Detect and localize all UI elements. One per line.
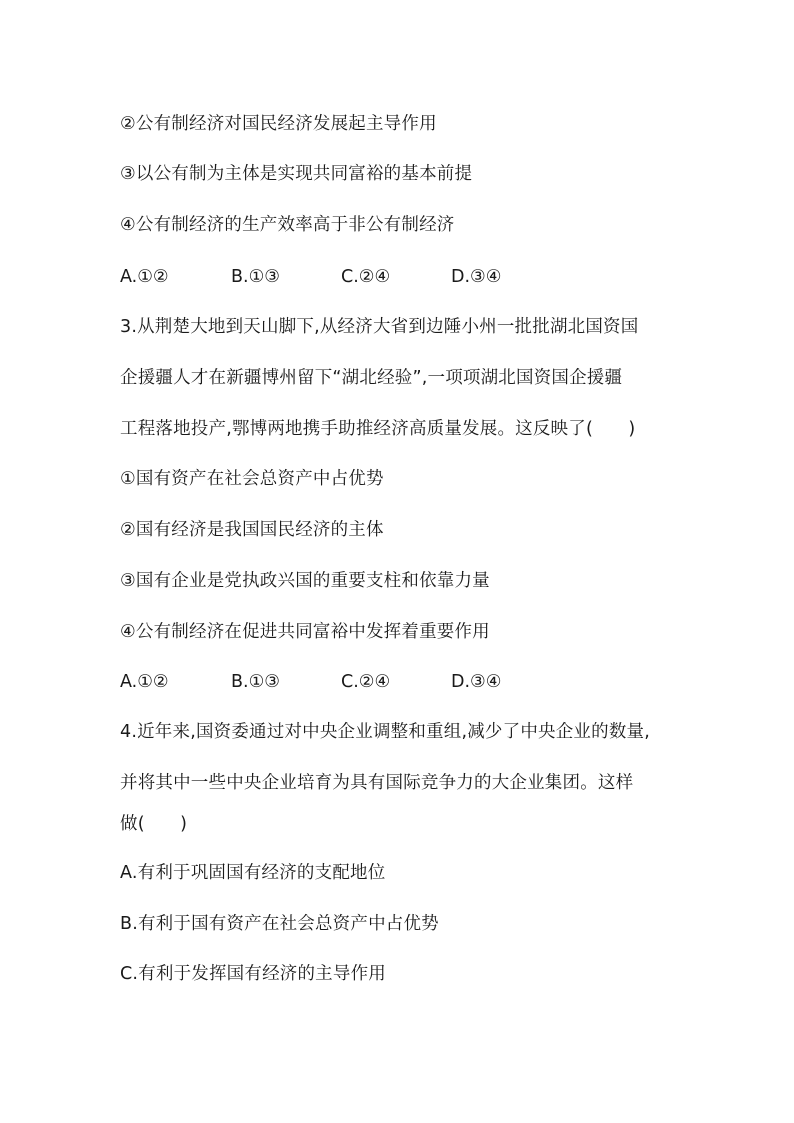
question-3-line-3: 工程落地投产,鄂博两地携手助推经济高质量发展。这反映了( ) (120, 419, 636, 439)
choice-b: B.①③ (231, 267, 280, 287)
option-statement-2: ②公有制经济对国民经济发展起主导作用 (120, 114, 437, 134)
q3-statement-2: ②国有经济是我国国民经济的主体 (120, 520, 384, 540)
question-4-line-1: 4.近年来,国资委通过对中央企业调整和重组,减少了中央企业的数量, (120, 722, 650, 742)
choice-d: D.③④ (451, 267, 502, 287)
q4-choice-c: C.有利于发挥国有经济的主导作用 (120, 964, 386, 984)
choice-a: A.①② (120, 267, 169, 287)
option-statement-4: ④公有制经济的生产效率高于非公有制经济 (120, 215, 455, 235)
choice-c: C.②④ (341, 267, 391, 287)
option-statement-3: ③以公有制为主体是实现共同富裕的基本前提 (120, 164, 473, 184)
choice-d: D.③④ (451, 672, 502, 692)
q4-choice-b: B.有利于国有资产在社会总资产中占优势 (120, 914, 439, 934)
choice-c: C.②④ (341, 672, 391, 692)
q4-choice-a: A.有利于巩固国有经济的支配地位 (120, 863, 386, 883)
q3-statement-1: ①国有资产在社会总资产中占优势 (120, 469, 384, 489)
q3-statement-4: ④公有制经济在促进共同富裕中发挥着重要作用 (120, 622, 490, 642)
choice-b: B.①③ (231, 672, 280, 692)
choice-a: A.①② (120, 672, 169, 692)
q3-statement-3: ③国有企业是党执政兴国的重要支柱和依靠力量 (120, 571, 490, 591)
question-3-line-1: 3.从荆楚大地到天山脚下,从经济大省到边陲小州一批批湖北国资国 (120, 317, 639, 337)
question-4-line-3: 做( ) (120, 814, 188, 834)
question-4-line-2: 并将其中一些中央企业培育为具有国际竞争力的大企业集团。这样 (120, 773, 634, 793)
question-3-line-2: 企援疆人才在新疆博州留下“湖北经验”,一项项湖北国资国企援疆 (120, 368, 623, 388)
